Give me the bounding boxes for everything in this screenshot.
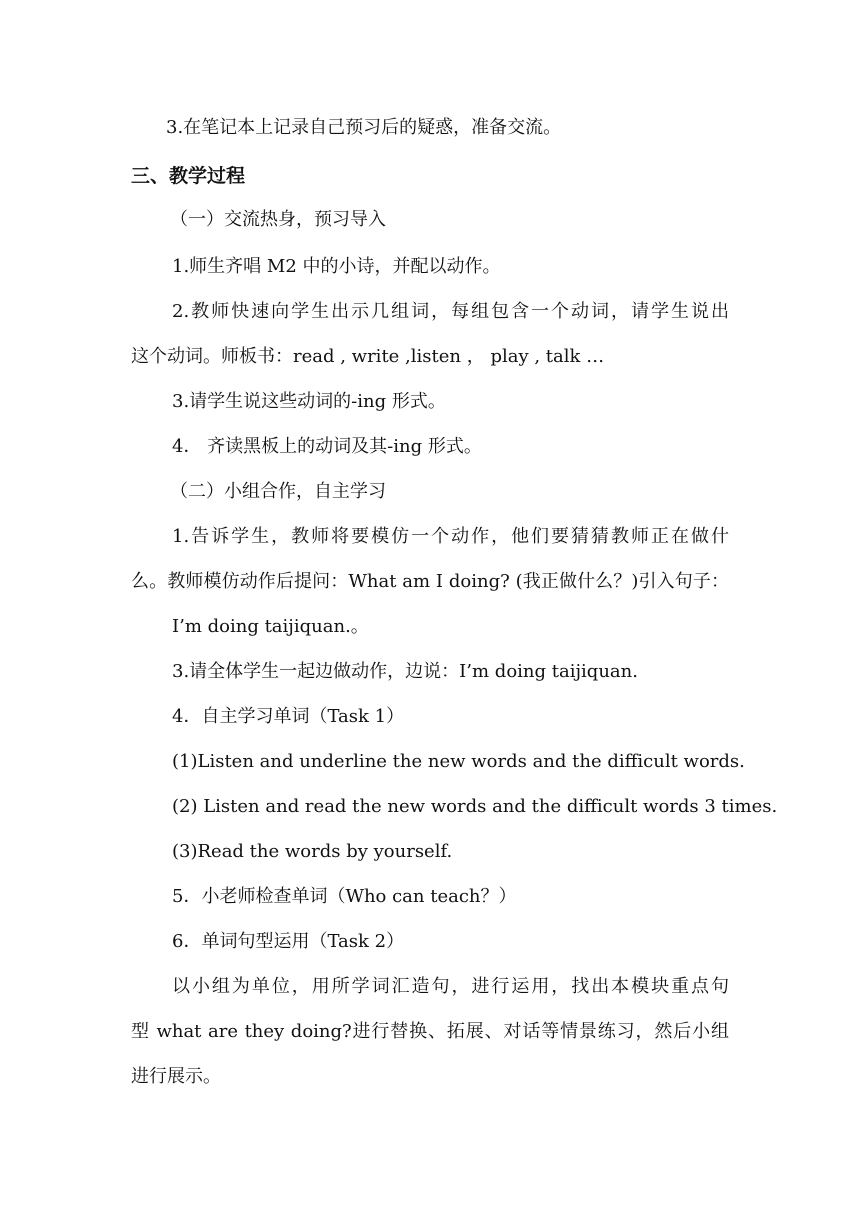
text-line: (1)Listen and underline the new words and the difficult words. — [172, 751, 745, 772]
text-line: 1.师生齐唱 M2 中的小诗，并配以动作。 — [172, 256, 501, 277]
text-line: 2.教师快速向学生出示几组词，每组包含一个动词，请学生说出 — [172, 301, 729, 322]
text-line: 3.请学生说这些动词的-ing 形式。 — [172, 391, 446, 412]
text-line: 么。教师模仿动作后提问：What am I doing? (我正做什么？)引入句子： — [131, 571, 729, 592]
subsection-heading: （二）小组合作，自主学习 — [170, 481, 386, 502]
section-heading: 三、教学过程 — [131, 165, 246, 187]
text-line: 3.在笔记本上记录自己预习后的疑惑，准备交流。 — [166, 117, 562, 138]
text-line: 型 what are they doing?进行替换、拓展、对话等情景练习，然后小组 — [131, 1021, 729, 1042]
text-line: 3.请全体学生一起边做动作，边说：I’m doing taijiquan. — [172, 661, 638, 682]
text-line: (2) Listen and read the new words and the difficult words 3 times. — [172, 796, 778, 817]
subsection-heading: （一）交流热身，预习导入 — [170, 209, 386, 230]
text-line: 4．自主学习单词（Task 1） — [172, 706, 405, 727]
text-line: 进行展示。 — [131, 1066, 221, 1087]
text-line: 5．小老师检查单词（Who can teach？） — [172, 886, 517, 907]
text-line: (3)Read the words by yourself. — [172, 841, 453, 862]
text-line: 6．单词句型运用（Task 2） — [172, 931, 405, 952]
text-line: 以小组为单位，用所学词汇造句，进行运用，找出本模块重点句 — [172, 976, 729, 997]
text-line: 这个动词。师板书：read , write ,listen ， play , talk … — [131, 346, 605, 367]
text-line: I’m doing taijiquan.。 — [172, 616, 369, 637]
text-line: 4． 齐读黑板上的动词及其-ing 形式。 — [172, 436, 482, 457]
text-line: 1.告诉学生，教师将要模仿一个动作，他们要猜猜教师正在做什 — [172, 526, 729, 547]
